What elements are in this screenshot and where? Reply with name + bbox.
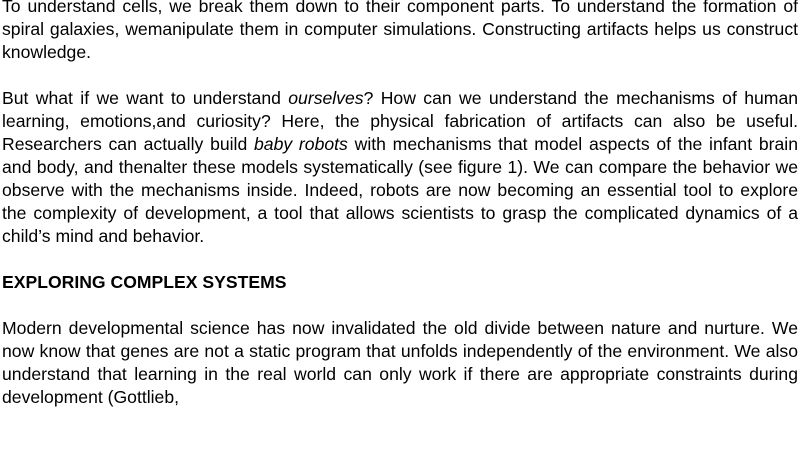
paragraph-text: with mechanisms that model aspects of the infant brain and body, and thenalter these models systematically (see figure 1). We can compare the behavior we observe with the mechanisms inside. Indeed, robots are now becoming an essential tool to explore the complexity of development, a tool that allows scientists to grasp the complicated dynamics of a child’s mind and behavior. (2, 134, 798, 246)
emphasis-baby-robots: baby robots (254, 134, 348, 154)
paragraph-intro: To understand cells, we break them down to their component parts. To understand the formation of spiral galaxies, wemanipulate them in computer simulations. Constructing artifacts helps us construct knowledge. (2, 0, 798, 62)
paragraph-developmental-science: Modern developmental science has now invalidated the old divide between nature and nurture. We now know that genes are not a static program that unfolds independently of the environment. We also understand that learning in the real world can only work if there are appropriate constraints during development (Gottlieb, (2, 318, 798, 407)
section-heading: EXPLORING COMPLEX SYSTEMS (2, 272, 287, 292)
document-page (2, 0, 798, 432)
paragraph-baby-robots (2, 87, 798, 248)
paragraph-text: ? How can we understand the mechanisms of human learning, emotions,and curiosity? Here, the physical fabrication of artifacts can also be useful. Researchers can actually build (2, 88, 799, 154)
paragraph-text: But what if we want to understand (2, 88, 289, 108)
emphasis-ourselves: ourselves (288, 88, 364, 108)
